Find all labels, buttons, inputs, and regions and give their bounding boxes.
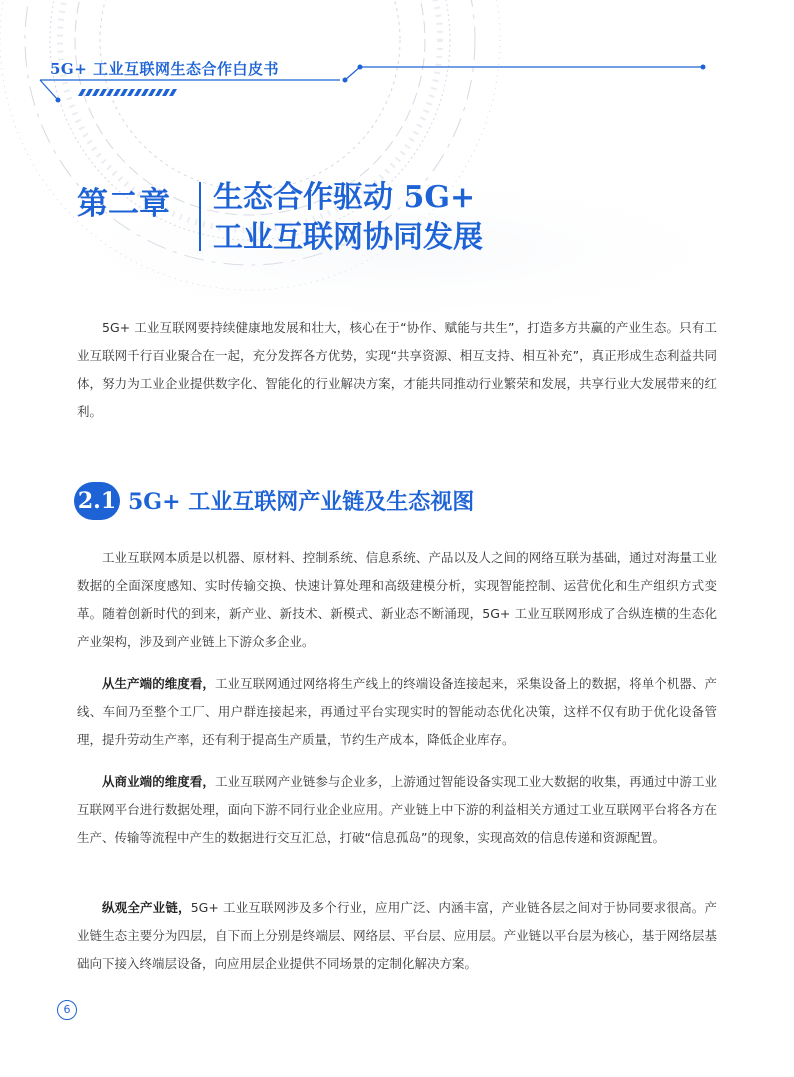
body-paragraph-2 [77,670,717,754]
body-paragraph-4 [77,894,717,978]
paragraph-3-lead: 从商业端的维度看， [102,774,215,789]
chapter-title-line-2: 工业互联网协同发展 [213,220,483,255]
paragraph-2-lead: 从生产端的维度看， [102,676,215,691]
paragraph-4-lead: 纵观全产业链， [102,900,191,915]
chapter-title-line-1: 生态合作驱动 5G+ [213,180,476,215]
header-title: 5G+ 工业互联网生态合作白皮书 [50,60,280,78]
chapter-divider [199,182,201,251]
body-paragraph-1: 工业互联网本质是以机器、原材料、控制系统、信息系统、产品以及人之间的网络互联为基础，通过对海量工业数据的全面深度感知、实时传输交换、快速计算处理和高级建模分析，实现智能控制、运营优化和生产组织方式变革。随着创新时代的到来，新产业、新技术、新模式、新业态不断涌现，5G+ 工业互联网形成了合纵连横的生态化产业架构，涉及到产业链上下游众多企业。 [77,550,717,649]
body-paragraph-3 [77,768,717,852]
paragraph-2-body: 工业互联网通过网络将生产线上的终端设备连接起来，采集设备上的数据，将单个机器、产线、车间乃至整个工厂、用户群连接起来，再通过平台实现实时的智能动态优化决策，这样不仅有助于优化设备管理，提升劳动生产率，还有利于提高生产质量，节约生产成本，降低企业库存。 [77,676,717,747]
chapter-label: 第二章 [77,186,170,222]
page-number: 6 [57,1000,77,1020]
section-number-badge: 2.1 [74,482,120,520]
paragraph-4-body: 5G+ 工业互联网涉及多个行业，应用广泛、内涵丰富，产业链各层之间对于协同要求很高。产业链生态主要分为四层，自下而上分别是终端层、网络层、平台层、应用层。产业链以平台层为核心，基于网络层基础向下接入终端层设备，向应用层企业提供不同场景的定制化解决方案。 [77,900,717,971]
paragraph-3-body: 工业互联网产业链参与企业多，上游通过智能设备实现工业大数据的收集，再通过中游工业互联网平台进行数据处理，面向下游不同行业企业应用。产业链上中下游的利益相关方通过工业互联网平台将各方在生产、传输等流程中产生的数据进行交互汇总，打破“信息孤岛”的现象，实现高效的信息传递和资源配置。 [77,774,717,845]
intro-paragraph: 5G+ 工业互联网要持续健康地发展和壮大，核心在于“协作、赋能与共生”，打造多方共赢的产业生态。只有工业互联网千行百业聚合在一起，充分发挥各方优势，实现“共享资源、相互支持、相互补充”，真正形成生态利益共同体，努力为工业企业提供数字化、智能化的行业解决方案，才能共同推动行业繁荣和发展，共享行业大发展带来的红利。 [77,320,717,419]
chapter-title [213,178,483,258]
section-title: 5G+ 工业互联网产业链及生态视图 [128,489,475,515]
